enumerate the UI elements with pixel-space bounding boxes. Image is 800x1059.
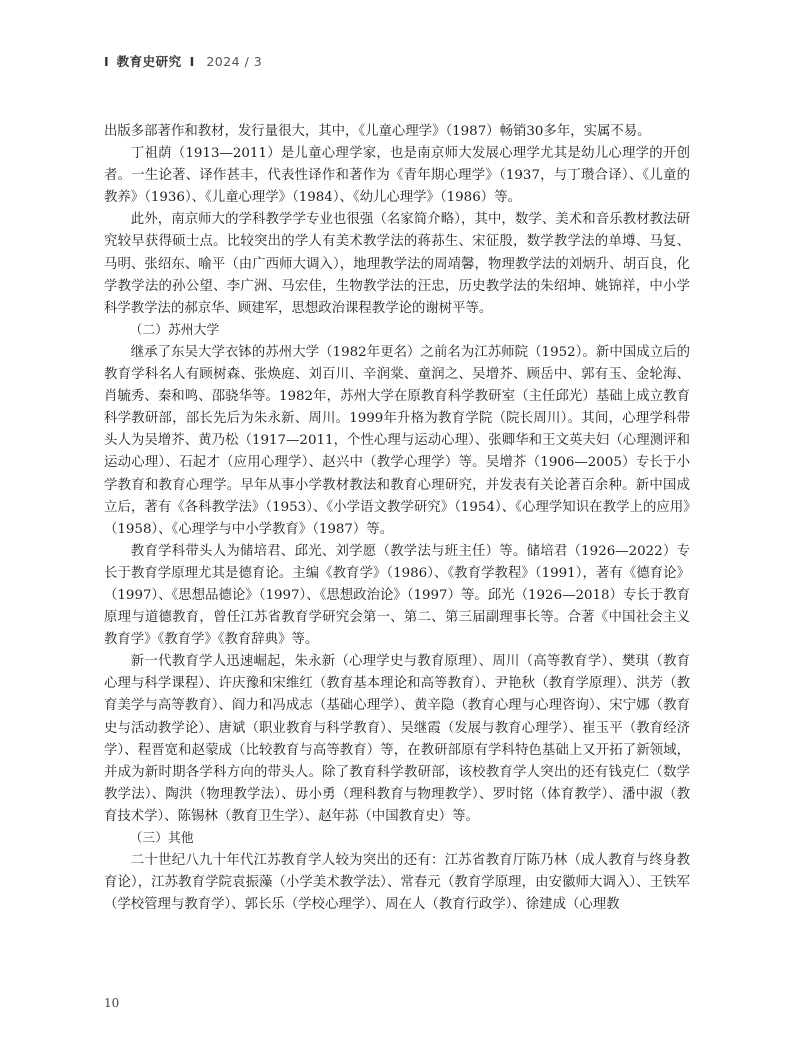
header-separator: Ⅰ bbox=[189, 53, 195, 69]
issue-number: 2024 / 3 bbox=[206, 53, 263, 69]
paragraph-new-generation: 新一代教育学人迅速崛起，朱永新（心理学史与教育原理）、周川（高等教育学）、樊琪（教育心理与科学课程）、许庆豫和宋维红（教育基本理论和高等教育）、尹艳秋（教育学原理）、洪芳（教育美学与高等教育）、阎力和冯成志（基础心理学）、黄辛隐（教育心理与心理咨询）、宋宁娜（教育史与活动教学论）、唐斌（职业教育与科学教育）、吴继霞（发展与教育心理学）、崔玉平（教育经济学）、程晋宽和赵蒙成（比较教育与高等教育）等，在教研部原有学科特色基础上又开拓了新领域，并成为新时期各学科方向的带头人。除了教育科学教研部，该校教育学人突出的还有钱克仁（数学教学法）、陶洪（物理教学法）、毋小勇（理科教育与物理教学）、罗时铭（体育教学）、潘中淑（教育技术学）、陈锡林（教育卫生学）、赵年荪（中国教育史）等。 bbox=[104, 654, 690, 824]
paragraph-soochow-history: 继承了东吴大学衣钵的苏州大学（1982年更名）之前名为江苏师院（1952）。新中国成立后的教育学科名人有顾树森、张焕庭、刘百川、辛润棠、童润之、吴增芥、顾岳中、郭有玉、金轮海、肖毓秀、秦和鸣、邵骁华等。1982年，苏州大学在原教育科学教研室（主任邱光）基础上成立教育科学教研部，部长先后为朱永新、周川。1999年升格为教育学院（院长周川）。其间，心理学科带头人为吴增芥、黄乃松（1917—2011，个性心理与运动心理）、张卿华和王文英夫妇（心理测评和运动心理）、石起才（应用心理学）、赵兴中（教学心理学）等。吴增芥（1906—2005）专长于小学教育和教育心理学。早年从事小学教材教法和教育心理研究，并发表有关论著百余种。新中国成立后，著有《各科教学法》（1953）、《小学语文教学研究》（1954）、《心理学知识在教学上的应用》（1958）、《心理学与中小学教育》（1987）等。 bbox=[104, 344, 690, 537]
paragraph-continued: 出版多部著作和教材，发行量很大，其中，《儿童心理学》（1987）畅销30多年，实属不易。 bbox=[104, 124, 651, 139]
section-heading-others: （三）其他 bbox=[129, 831, 194, 846]
section-heading-soochow: （二）苏州大学 bbox=[129, 322, 220, 338]
paragraph-ding-zuyin: 丁祖荫（1913—2011）是儿童心理学家，也是南京师大发展心理学尤其是幼儿心理学的开创者。一生论著、译作甚丰，代表性译作和著作为《青年期心理学》（1937，与丁瓒合译）、《儿童的教养》（1936）、《儿童心理学》（1984）、《幼儿心理学》（1986）等。 bbox=[104, 146, 690, 206]
paragraph-subject-teaching: 此外，南京师大的学科教学学专业也很强（名家简介略），其中，数学、美术和音乐教材教法研究较早获得硕士点。比较突出的学人有美术教学法的蒋荪生、宋征殷，数学教学法的单墫、马复、马明、张绍东、喻平（由广西师大调入），地理教学法的周靖馨，物理教学法的刘炳升、胡百良，化学教学法的孙公望、李广洲、马宏佳，生物教学法的汪忠，历史教学法的朱绍坤、姚锦祥，中小学科学教学法的郝京华、顾建军，思想政治课程教学论的谢树平等。 bbox=[104, 212, 690, 316]
paragraph-others: 二十世纪八九十年代江苏教育学人较为突出的还有：江苏省教育厅陈乃林（成人教育与终身教育论），江苏教育学院袁振藻（小学美术教学法）、常春元（教育学原理，由安徽师大调入）、王铁军（学校管理与教育学）、郭长乐（学校心理学）、周在人（教育行政学）、徐建成（心理教 bbox=[104, 853, 690, 913]
page-number: 10 bbox=[104, 996, 120, 1010]
header-bar-mark: Ⅰ bbox=[104, 53, 109, 69]
article-body bbox=[104, 121, 690, 916]
running-header bbox=[104, 50, 262, 72]
journal-title: 教育史研究 bbox=[116, 54, 182, 69]
paragraph-education-leaders: 教育学科带头人为储培君、邱光、刘学愿（教学法与班主任）等。储培君（1926—2022）专长于教育学原理尤其是德育论。主编《教育学》（1986）、《教育学教程》（1991），著有《德育论》（1997）、《思想品德论》（1997）、《思想政治论》（1997）等。邱光（1926—2018）专长于教育原理与道德教育，曾任江苏省教育学研究会第一、第二、第三届副理事长等。合著《中国社会主义教育学》《教育学》《教育辞典》等。 bbox=[104, 543, 690, 648]
